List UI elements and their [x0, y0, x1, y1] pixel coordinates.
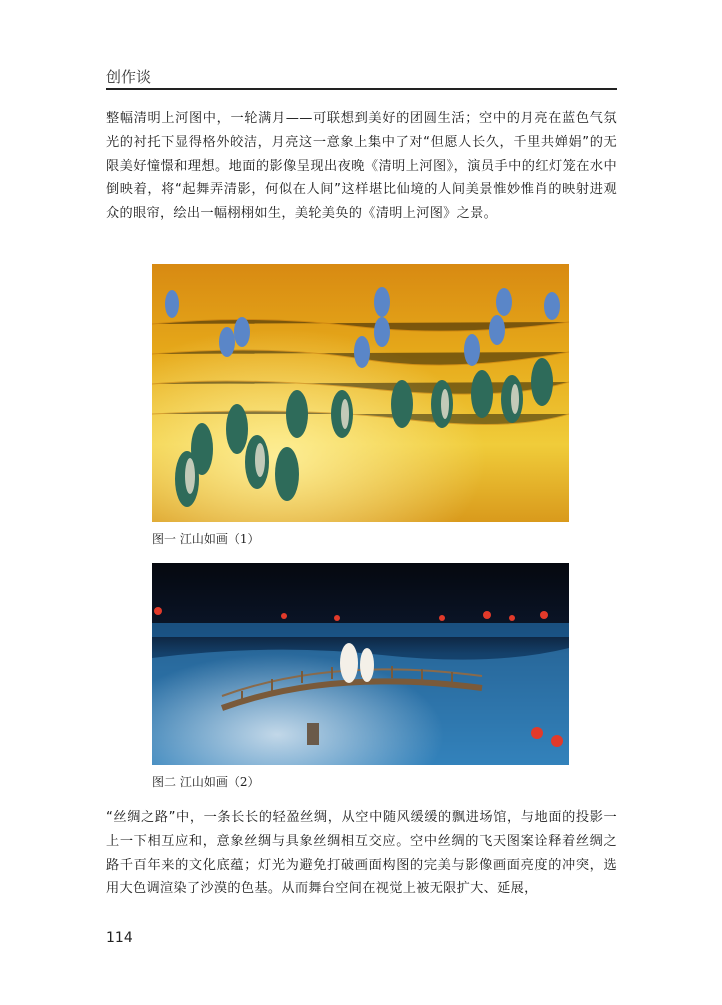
body-paragraph-1: 整幅清明上河图中，一轮满月——可联想到美好的团圆生活；空中的月亮在蓝色气氛光的衬托下显得格外皎洁，月亮这一意象上集中了对“但愿人长久，千里共婵娟”的无限美好憧憬和理想。地面的影像呈现出夜晚《清明上河图》，演员手中的红灯笼在水中倒映着，将“起舞弄清影，何似在人间”这样堪比仙境的人间美景惟妙惟肖的映射进观众的眼帘，绘出一幅栩栩如生，美轮美奂的《清明上河图》之景。: [106, 111, 617, 222]
figure-1-caption: 图一 江山如画（1）: [152, 532, 260, 546]
figure-2-caption: 图二 江山如画（2）: [152, 775, 260, 789]
running-header: 创作谈: [106, 68, 152, 86]
figure-2-photo: [152, 563, 569, 765]
figure-1-photo: [152, 264, 569, 522]
night-bridge-stage-image: [152, 563, 569, 765]
wheat-field-dancers-image: [152, 264, 569, 522]
page-number: 114: [106, 930, 133, 946]
body-paragraph-2: “丝绸之路”中，一条长长的轻盈丝绸，从空中随风缓缓的飘进场馆，与地面的投影一上一下相互应和，意象丝绸与具象丝绸相互交应。空中丝绸的飞天图案诠释着丝绸之路千百年来的文化底蕴；灯光为避免打破画面构图的完美与影像画面亮度的冲突，选用大色调渲染了沙漠的色基。从而舞台空间在视觉上被无限扩大、延展，: [106, 810, 617, 897]
header-rule: [106, 88, 617, 90]
